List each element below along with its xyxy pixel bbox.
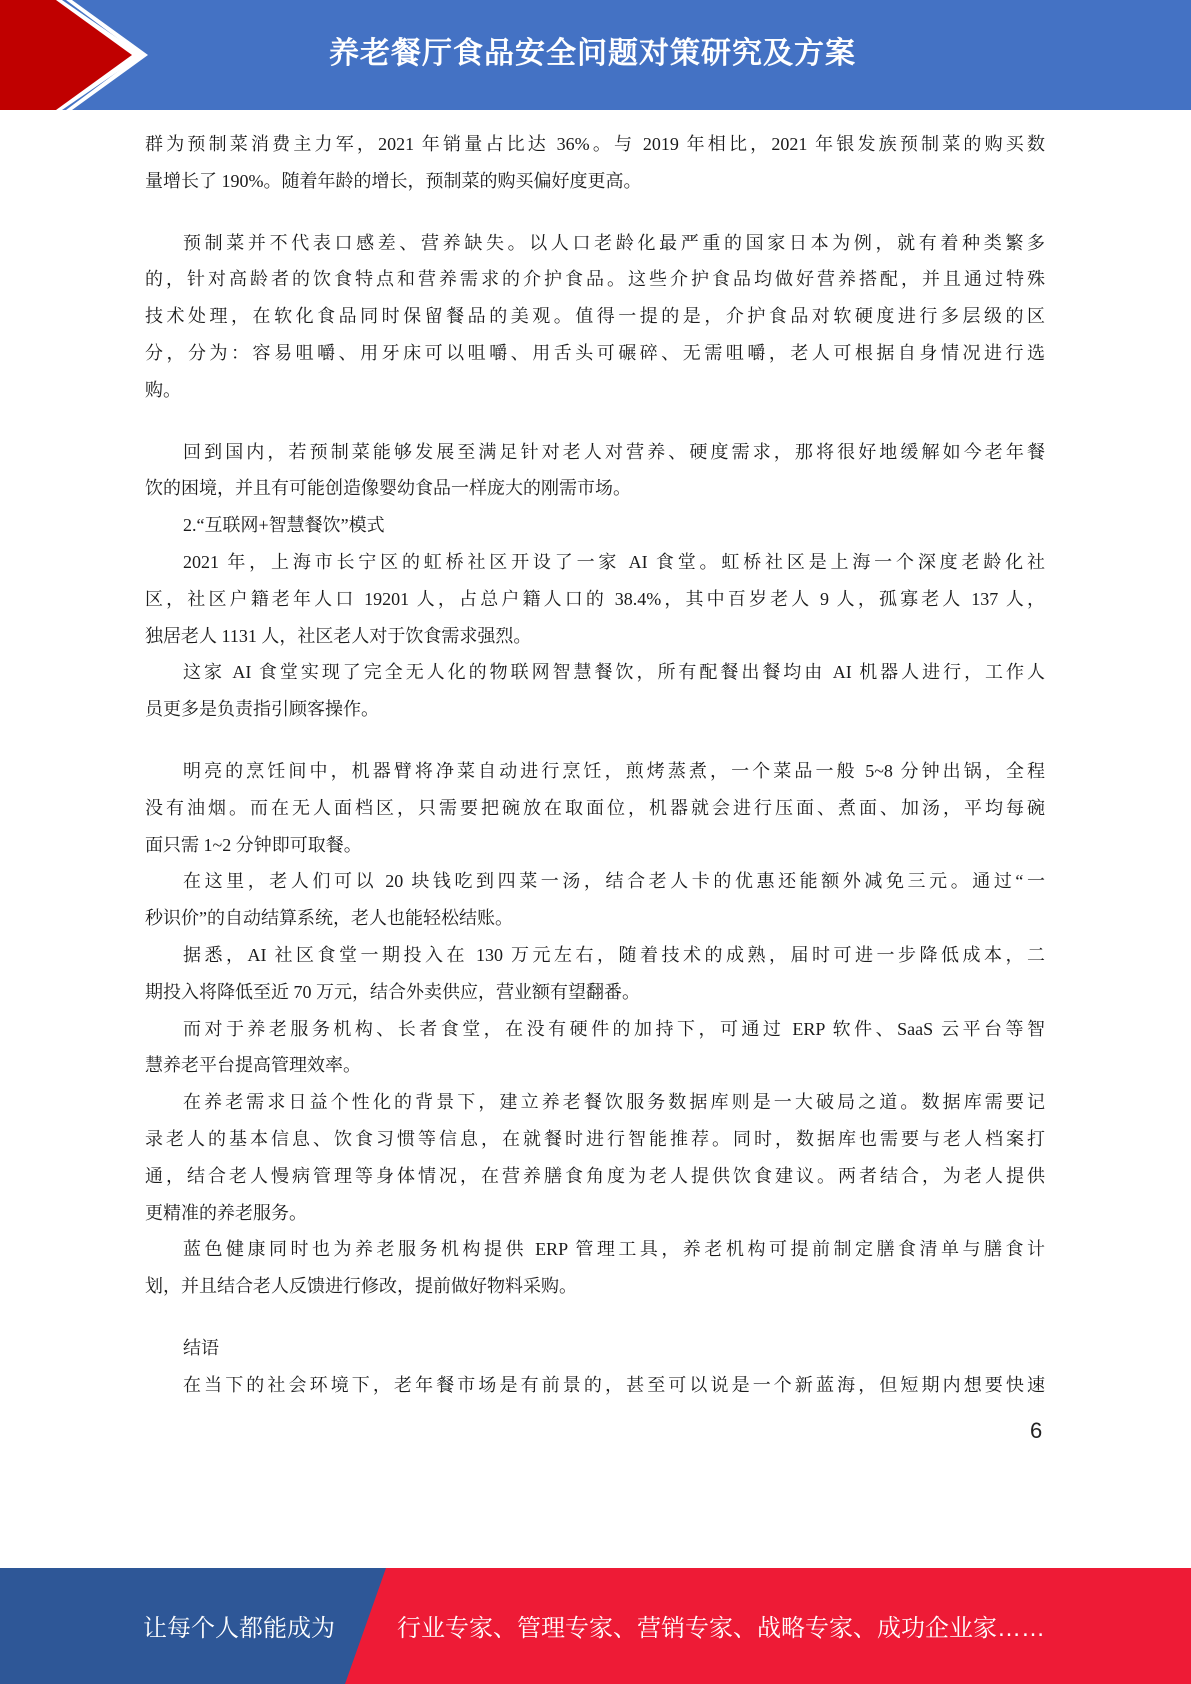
page-footer [0,1568,1191,1684]
text-line: 据悉，AI 社区食堂一期投入在 130 万元左右，随着技术的成熟，届时可进一步降低成本，二 [183,944,1045,965]
text-line: 量增长了 190%。随着年龄的增长，预制菜的购买偏好度更高。 [145,170,642,191]
text-line: 分，分为：容易咀嚼、用牙床可以咀嚼、用舌头可碾碎、无需咀嚼，老人可根据自身情况进行选 [145,342,1045,363]
paragraph [145,225,1045,409]
text-line: 购。 [145,379,181,400]
text-line: 2.“互联网+智慧餐饮”模式 [183,515,385,536]
paragraph [145,1367,1045,1404]
text-line: 技术处理，在软化食品同时保留餐品的美观。值得一提的是，介护食品对软硬度进行多层级的区 [145,306,1045,327]
text-line: 蓝色健康同时也为养老服务机构提供 ERP 管理工具，养老机构可提前制定膳食清单与膳食计 [183,1239,1045,1260]
text-line: 区，社区户籍老年人口 19201 人，占总户籍人口的 38.4%，其中百岁老人 9 人，孤寡老人 137 人， [145,588,1045,609]
paragraph [145,126,1045,200]
text-line: 的，针对高龄者的饮食特点和营养需求的介护食品。这些介护食品均做好营养搭配，并且通过特殊 [145,269,1045,290]
footer-slogan-left: 让每个人都能成为 [143,1615,335,1642]
text-line: 期投入将降低至近 70 万元，结合外卖供应，营业额有望翻番。 [145,981,640,1002]
text-line: 秒识价”的自动结算系统，老人也能轻松结账。 [145,908,513,929]
paragraph [145,1084,1045,1231]
text-line: 饮的困境，并且有可能创造像婴幼食品一样庞大的刚需市场。 [145,478,631,499]
footer-slogan-right: 行业专家、管理专家、营销专家、战略专家、成功企业家…… [397,1615,1045,1642]
paragraph [145,434,1045,508]
paragraph [145,863,1045,937]
paragraph [145,544,1045,654]
text-line: 明亮的烹饪间中，机器臂将净菜自动进行烹饪，煎烤蒸煮，一个菜品一般 5~8 分钟出锅，全程 [183,760,1045,781]
text-line: 划，并且结合老人反馈进行修改，提前做好物料采购。 [145,1276,577,1297]
page-number: 6 [1030,1418,1043,1443]
body-text [145,126,1045,1404]
text-line: 独居老人 1131 人，社区老人对于饮食需求强烈。 [145,625,532,646]
paragraph [145,654,1045,728]
text-line: 在当下的社会环境下，老年餐市场是有前景的，甚至可以说是一个新蓝海，但短期内想要快速 [183,1374,1045,1395]
text-line: 这家 AI 食堂实现了完全无人化的物联网智慧餐饮，所有配餐出餐均由 AI 机器人进行，工作人 [183,662,1045,683]
text-line: 预制菜并不代表口感差、营养缺失。以人口老龄化最严重的国家日本为例，就有着种类繁多 [183,232,1045,253]
text-line: 通，结合老人慢病管理等身体情况，在营养膳食角度为老人提供饮食建议。两者结合，为老人提供 [145,1165,1045,1186]
text-line: 2021 年，上海市长宁区的虹桥社区开设了一家 AI 食堂。虹桥社区是上海一个深度老龄化社 [183,551,1045,572]
text-line: 更精准的养老服务。 [145,1202,307,1223]
text-line: 录老人的基本信息、饮食习惯等信息，在就餐时进行智能推荐。同时，数据库也需要与老人档案打 [145,1128,1045,1149]
text-line: 面只需 1~2 分钟即可取餐。 [145,834,362,855]
paragraph [145,507,1045,544]
text-line: 在这里，老人们可以 20 块钱吃到四菜一汤，结合老人卡的优惠还能额外减免三元。通过“一 [183,871,1045,892]
paragraph [145,937,1045,1011]
text-line: 没有油烟。而在无人面档区，只需要把碗放在取面位，机器就会进行压面、煮面、加汤，平均每碗 [145,797,1045,818]
paragraph [145,1011,1045,1085]
paragraph [145,1231,1045,1305]
text-line: 群为预制菜消费主力军，2021 年销量占比达 36%。与 2019 年相比，2021 年银发族预制菜的购买数 [145,134,1045,154]
paragraph [145,753,1045,863]
text-line: 员更多是负责指引顾客操作。 [145,699,379,720]
text-line: 回到国内，若预制菜能够发展至满足针对老人对营养、硬度需求，那将很好地缓解如今老年餐 [183,441,1045,462]
page-header [0,0,1191,110]
paragraph [145,1330,1045,1367]
document-title: 养老餐厅食品安全问题对策研究及方案 [329,37,856,70]
text-line: 结语 [183,1337,219,1358]
text-line: 慧养老平台提高管理效率。 [145,1055,361,1076]
text-line: 而对于养老服务机构、长者食堂，在没有硬件的加持下，可通过 ERP 软件、SaaS 云平台等智 [183,1018,1045,1039]
text-line: 在养老需求日益个性化的背景下，建立养老餐饮服务数据库则是一大破局之道。数据库需要记 [183,1092,1045,1113]
